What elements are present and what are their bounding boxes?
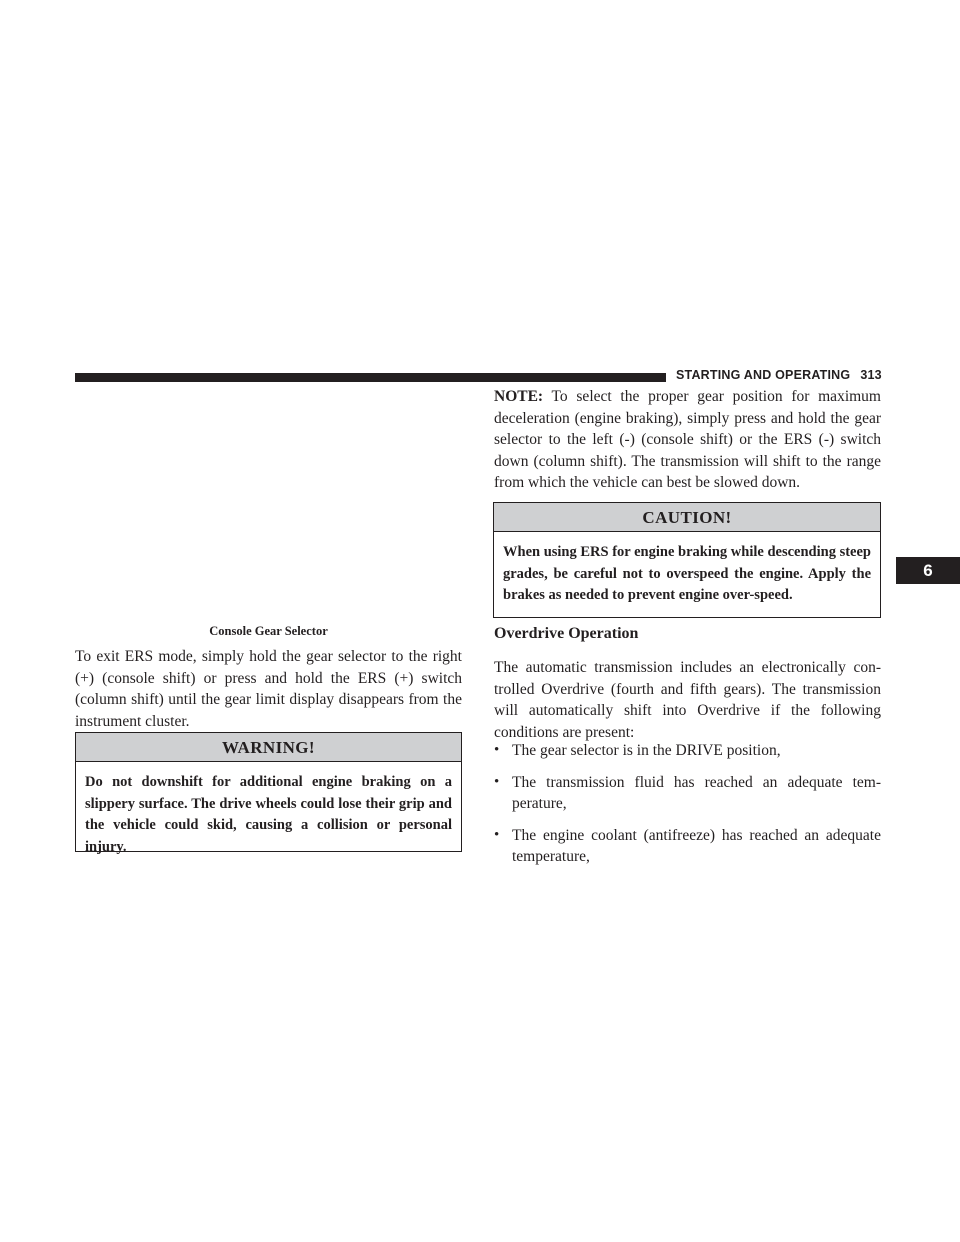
- list-item: [494, 740, 881, 762]
- conditions-list: [494, 740, 881, 878]
- overdrive-paragraph: The automatic transmission includes an electronically con-trolled Overdrive (fourth and fifth gears). The transmission will automatically shift into Overdrive if the following conditions are present:: [494, 659, 881, 741]
- exit-ers-paragraph: To exit ERS mode, simply hold the gear selector to the right (+) (console shift) or press and hold the ERS (+) switch (column shift) until the gear limit display disappears from the instrument cluster.: [75, 648, 462, 730]
- note-paragraph: [494, 386, 881, 494]
- list-item: [494, 772, 881, 815]
- warning-text: Do not downshift for additional engine braking on a slippery surface. The drive wheels could lose their grip and the vehicle could skid, causing a collision or personal injury.: [85, 774, 452, 855]
- bullet-icon: •: [494, 826, 500, 843]
- caution-box: [493, 502, 881, 618]
- page-number: 313: [860, 368, 882, 382]
- bullet-icon: •: [494, 773, 500, 790]
- caution-title: CAUTION!: [494, 503, 880, 532]
- list-item-text: The transmission fluid has reached an adequate tem-perature,: [512, 773, 881, 812]
- running-header: [676, 368, 882, 382]
- section-title: STARTING AND OPERATING: [676, 368, 851, 382]
- list-item-text: The engine coolant (antifreeze) has reached an adequate temperature,: [512, 826, 881, 865]
- list-item-text: The gear selector is in the DRIVE position,: [512, 742, 781, 759]
- warning-box: [75, 732, 462, 855]
- chapter-tab: 6: [896, 557, 960, 584]
- caution-text: When using ERS for engine braking while descending steep grades, be careful not to overspeed the engine. Apply the brakes as needed to prevent engine over-speed.: [503, 544, 871, 603]
- list-item: [494, 825, 881, 868]
- bullet-icon: •: [494, 742, 500, 758]
- note-label: NOTE:: [494, 388, 544, 405]
- header-rule: [75, 373, 666, 382]
- section-heading: Overdrive Operation: [494, 625, 639, 642]
- note-text: To select the proper gear position for maximum deceleration (engine braking), simply press and hold the gear selector to the left (-) (console shift) or the ERS (-) switch down (column shift). The transmission will shift to the range from which the vehicle can best be slowed down.: [494, 388, 881, 491]
- image-caption: Console Gear Selector: [209, 624, 328, 638]
- warning-title: WARNING!: [76, 733, 461, 762]
